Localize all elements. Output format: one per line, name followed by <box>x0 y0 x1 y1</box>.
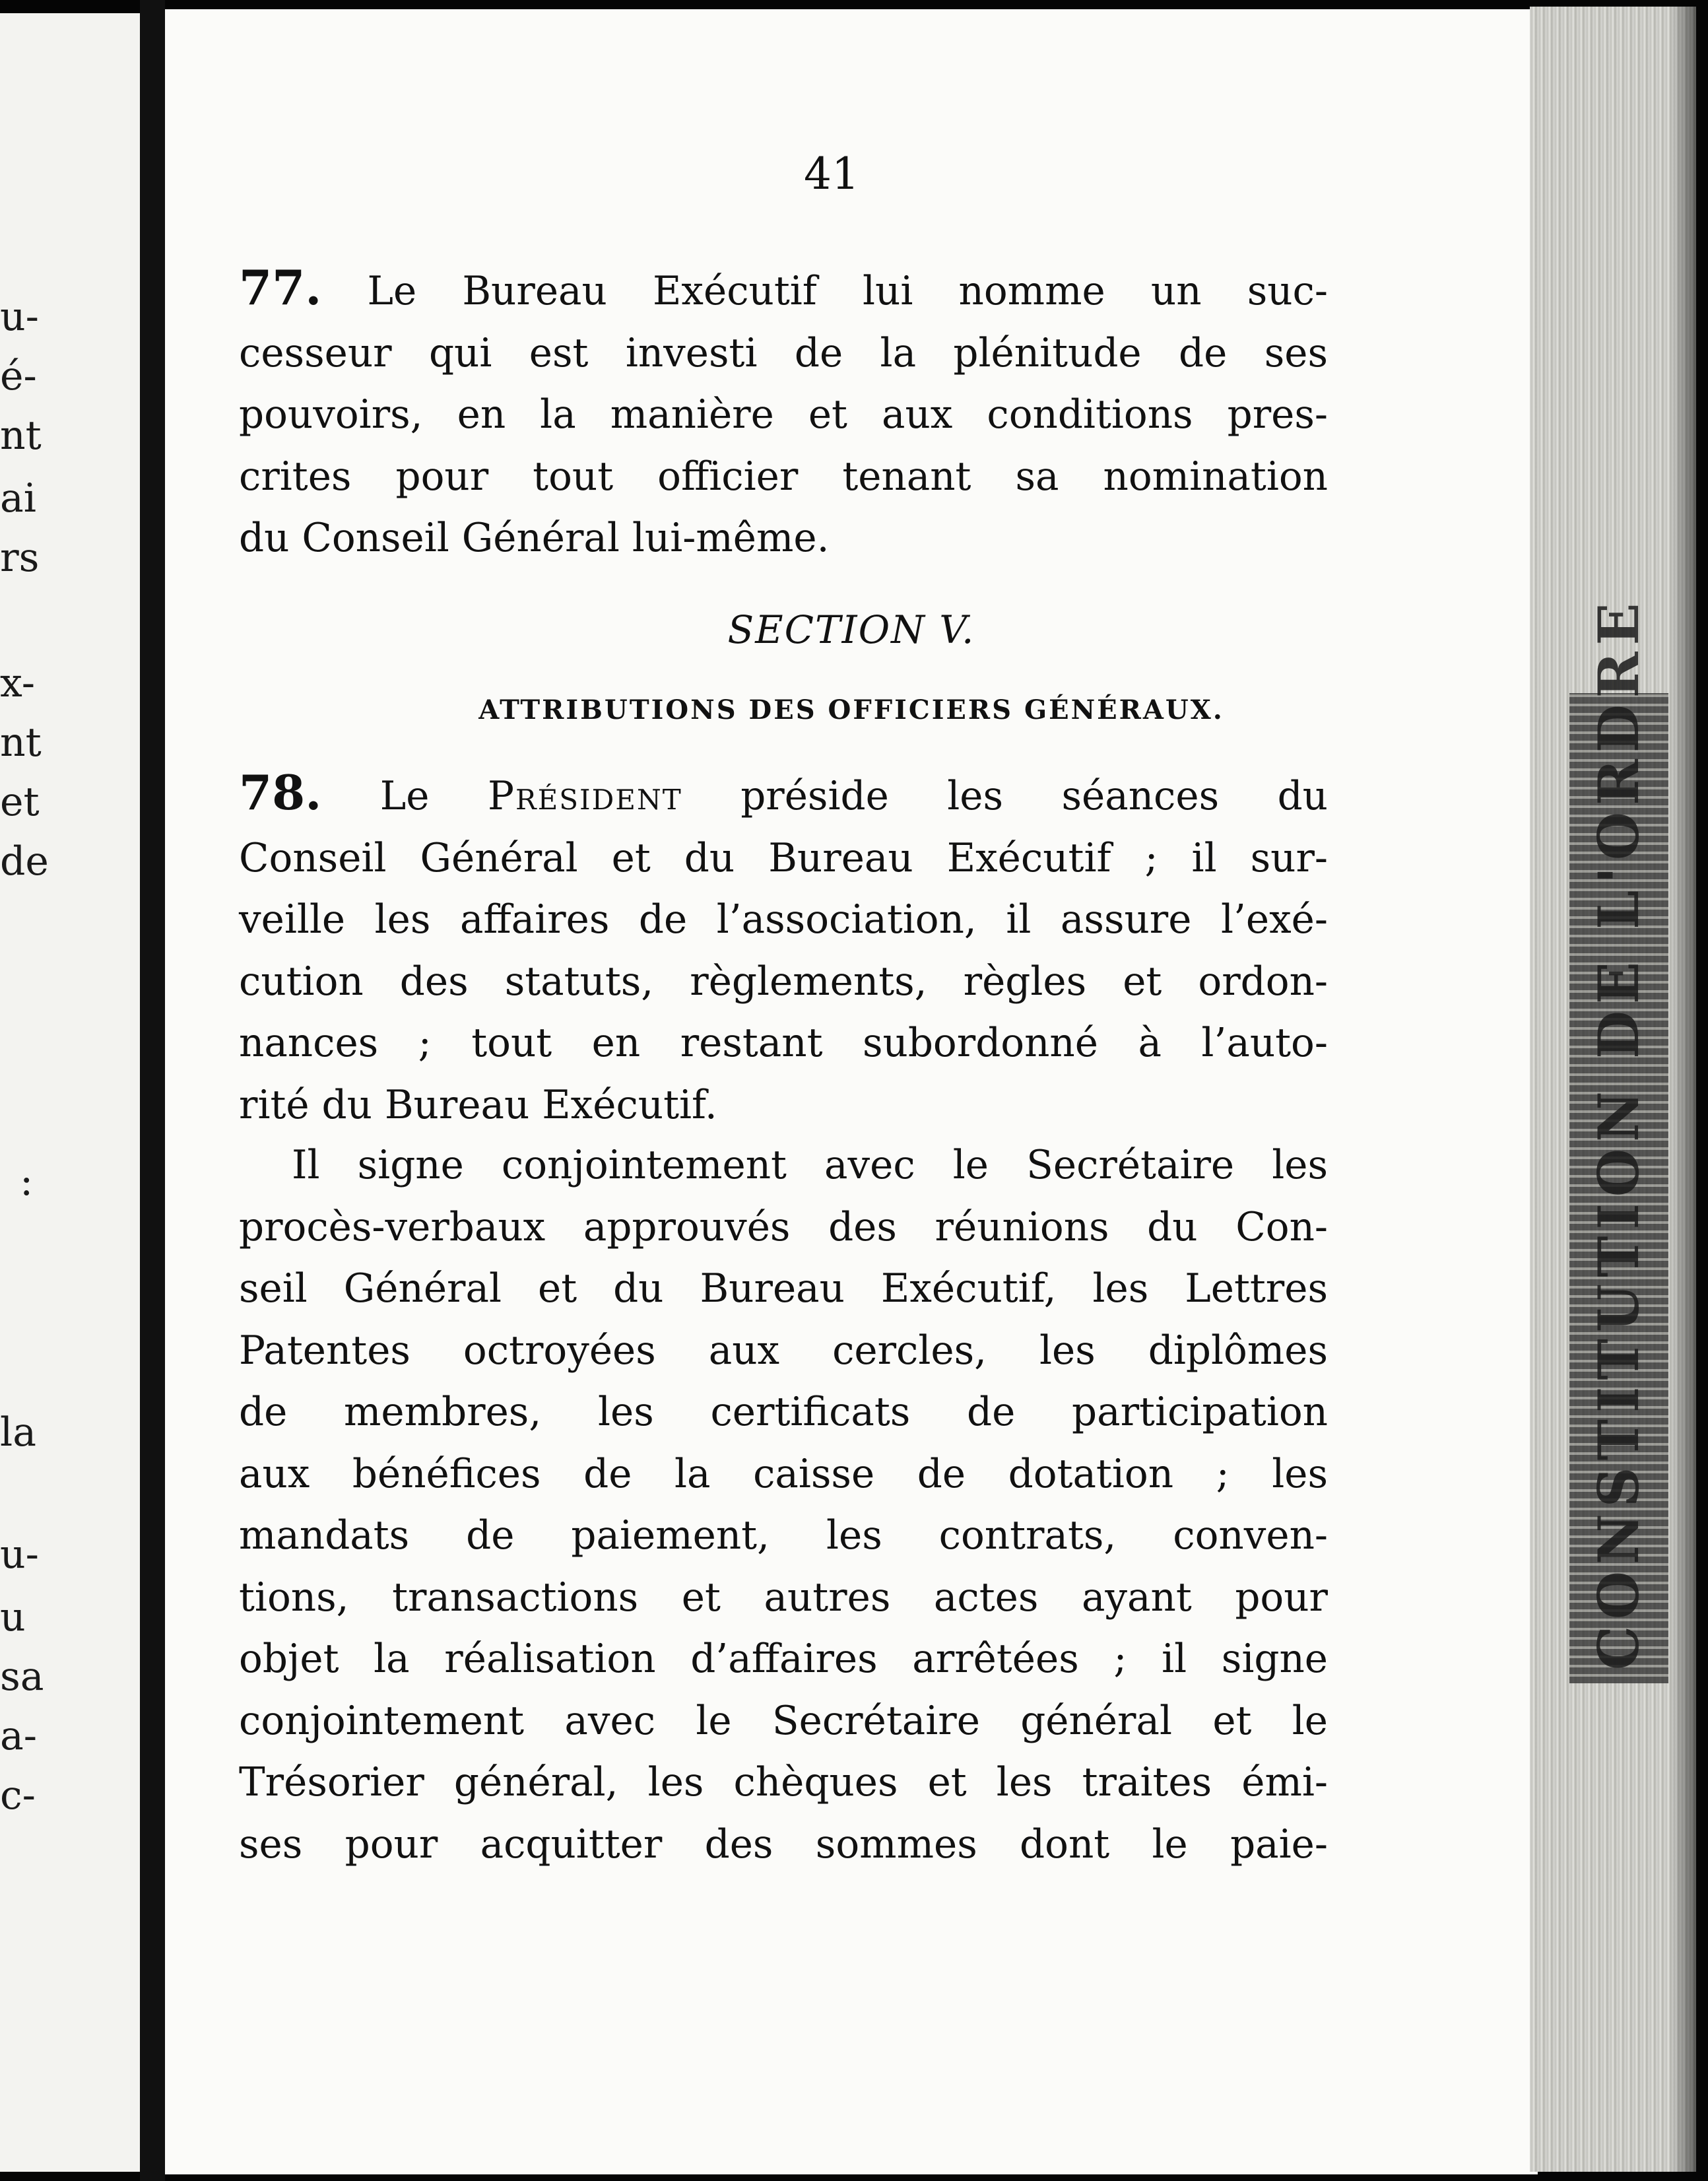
article-text: Le <box>379 774 430 819</box>
left-page-fragment: u- <box>0 294 39 340</box>
article-line: cesseur qui est investi de la plénitude de ses <box>239 330 1328 376</box>
left-page-fragment: ai <box>0 475 36 521</box>
paragraph-line: Il signe conjointement avec le Secrétaire les <box>292 1143 1328 1188</box>
left-page-fragment: sa <box>0 1654 44 1700</box>
left-page-fragment: rs <box>0 535 40 581</box>
paragraph-line: conjointement avec le Secrétaire général et le <box>239 1698 1328 1744</box>
paragraph-line: mandats de paiement, les contrats, conven- <box>239 1513 1328 1559</box>
article-78 <box>239 762 1328 1136</box>
left-page-fragment: la <box>0 1409 36 1456</box>
main-page <box>165 9 1538 2174</box>
article-line: cution des statuts, règlements, règles et ordon- <box>239 958 1328 1005</box>
edge-stamp-text: CONSTITUTION DE L'ORDRE <box>1586 596 1651 1670</box>
page-number: 41 <box>804 149 859 199</box>
left-page-fragment: : <box>20 1158 34 1205</box>
article-number: 77. <box>239 259 322 316</box>
left-page-fragment: nt <box>0 720 42 766</box>
paragraph-line: procès-verbaux approuvés des réunions du Con- <box>239 1204 1328 1250</box>
paragraph-line: objet la réalisation d’affaires arrêtées ; il signe <box>239 1636 1328 1682</box>
page-edges <box>1530 7 1696 2172</box>
book-gutter <box>140 0 165 2181</box>
paragraph-line: tions, transactions et autres actes ayant pour <box>239 1574 1328 1621</box>
article-line: veille les affaires de l’association, il assure l’exé- <box>239 897 1328 943</box>
article-line: crites pour tout officier tenant sa nomination <box>239 453 1328 500</box>
left-page-fragment: nt <box>0 413 42 459</box>
article-text: préside les séances du <box>740 774 1328 819</box>
article-line: nances ; tout en restant subordonné à l’auto- <box>239 1021 1328 1066</box>
article-line: pouvoirs, en la manière et aux conditions pres- <box>239 392 1328 438</box>
president-smallcaps: Président <box>487 774 682 819</box>
article-line: Conseil Général et du Bureau Exécutif ; il sur- <box>239 835 1328 881</box>
left-page-fragment: c- <box>0 1772 36 1819</box>
article-line: du Conseil Général lui-même. <box>239 516 830 561</box>
paragraph-line: Trésorier général, les chèques et les traites émi- <box>239 1760 1328 1805</box>
paragraph-line: ses pour acquitter des sommes dont le paie- <box>239 1821 1328 1867</box>
section-title: SECTION V. <box>727 607 975 652</box>
left-page-fragment: a- <box>0 1713 38 1759</box>
left-page-fragment: x- <box>0 660 36 706</box>
paragraph-signatures <box>239 1135 1328 1875</box>
paragraph-line: Patentes octroyées aux cercles, les diplômes <box>239 1327 1328 1374</box>
left-page-fragment: u <box>0 1594 26 1640</box>
left-page-fragment: u- <box>0 1531 39 1578</box>
article-number: 78. <box>239 764 322 821</box>
paragraph-line: aux bénéfices de la caisse de dotation ; les <box>239 1451 1328 1497</box>
paragraph-line: seil Général et du Bureau Exécutif, les Lettres <box>239 1266 1328 1312</box>
article-77 <box>239 257 1328 570</box>
paragraph-line: de membres, les certificats de participation <box>239 1390 1328 1435</box>
section-subtitle: ATTRIBUTIONS DES OFFICIERS GÉNÉRAUX. <box>478 694 1224 725</box>
left-page-fragment: de <box>0 838 49 885</box>
article-line: rité du Bureau Exécutif. <box>239 1082 717 1128</box>
left-facing-page <box>0 13 140 2172</box>
left-page-fragment: é- <box>0 353 37 399</box>
edge-shadow <box>1670 7 1696 2172</box>
left-page-fragment: et <box>0 779 40 825</box>
article-line: Le Bureau Exécutif lui nomme un suc- <box>367 269 1328 314</box>
